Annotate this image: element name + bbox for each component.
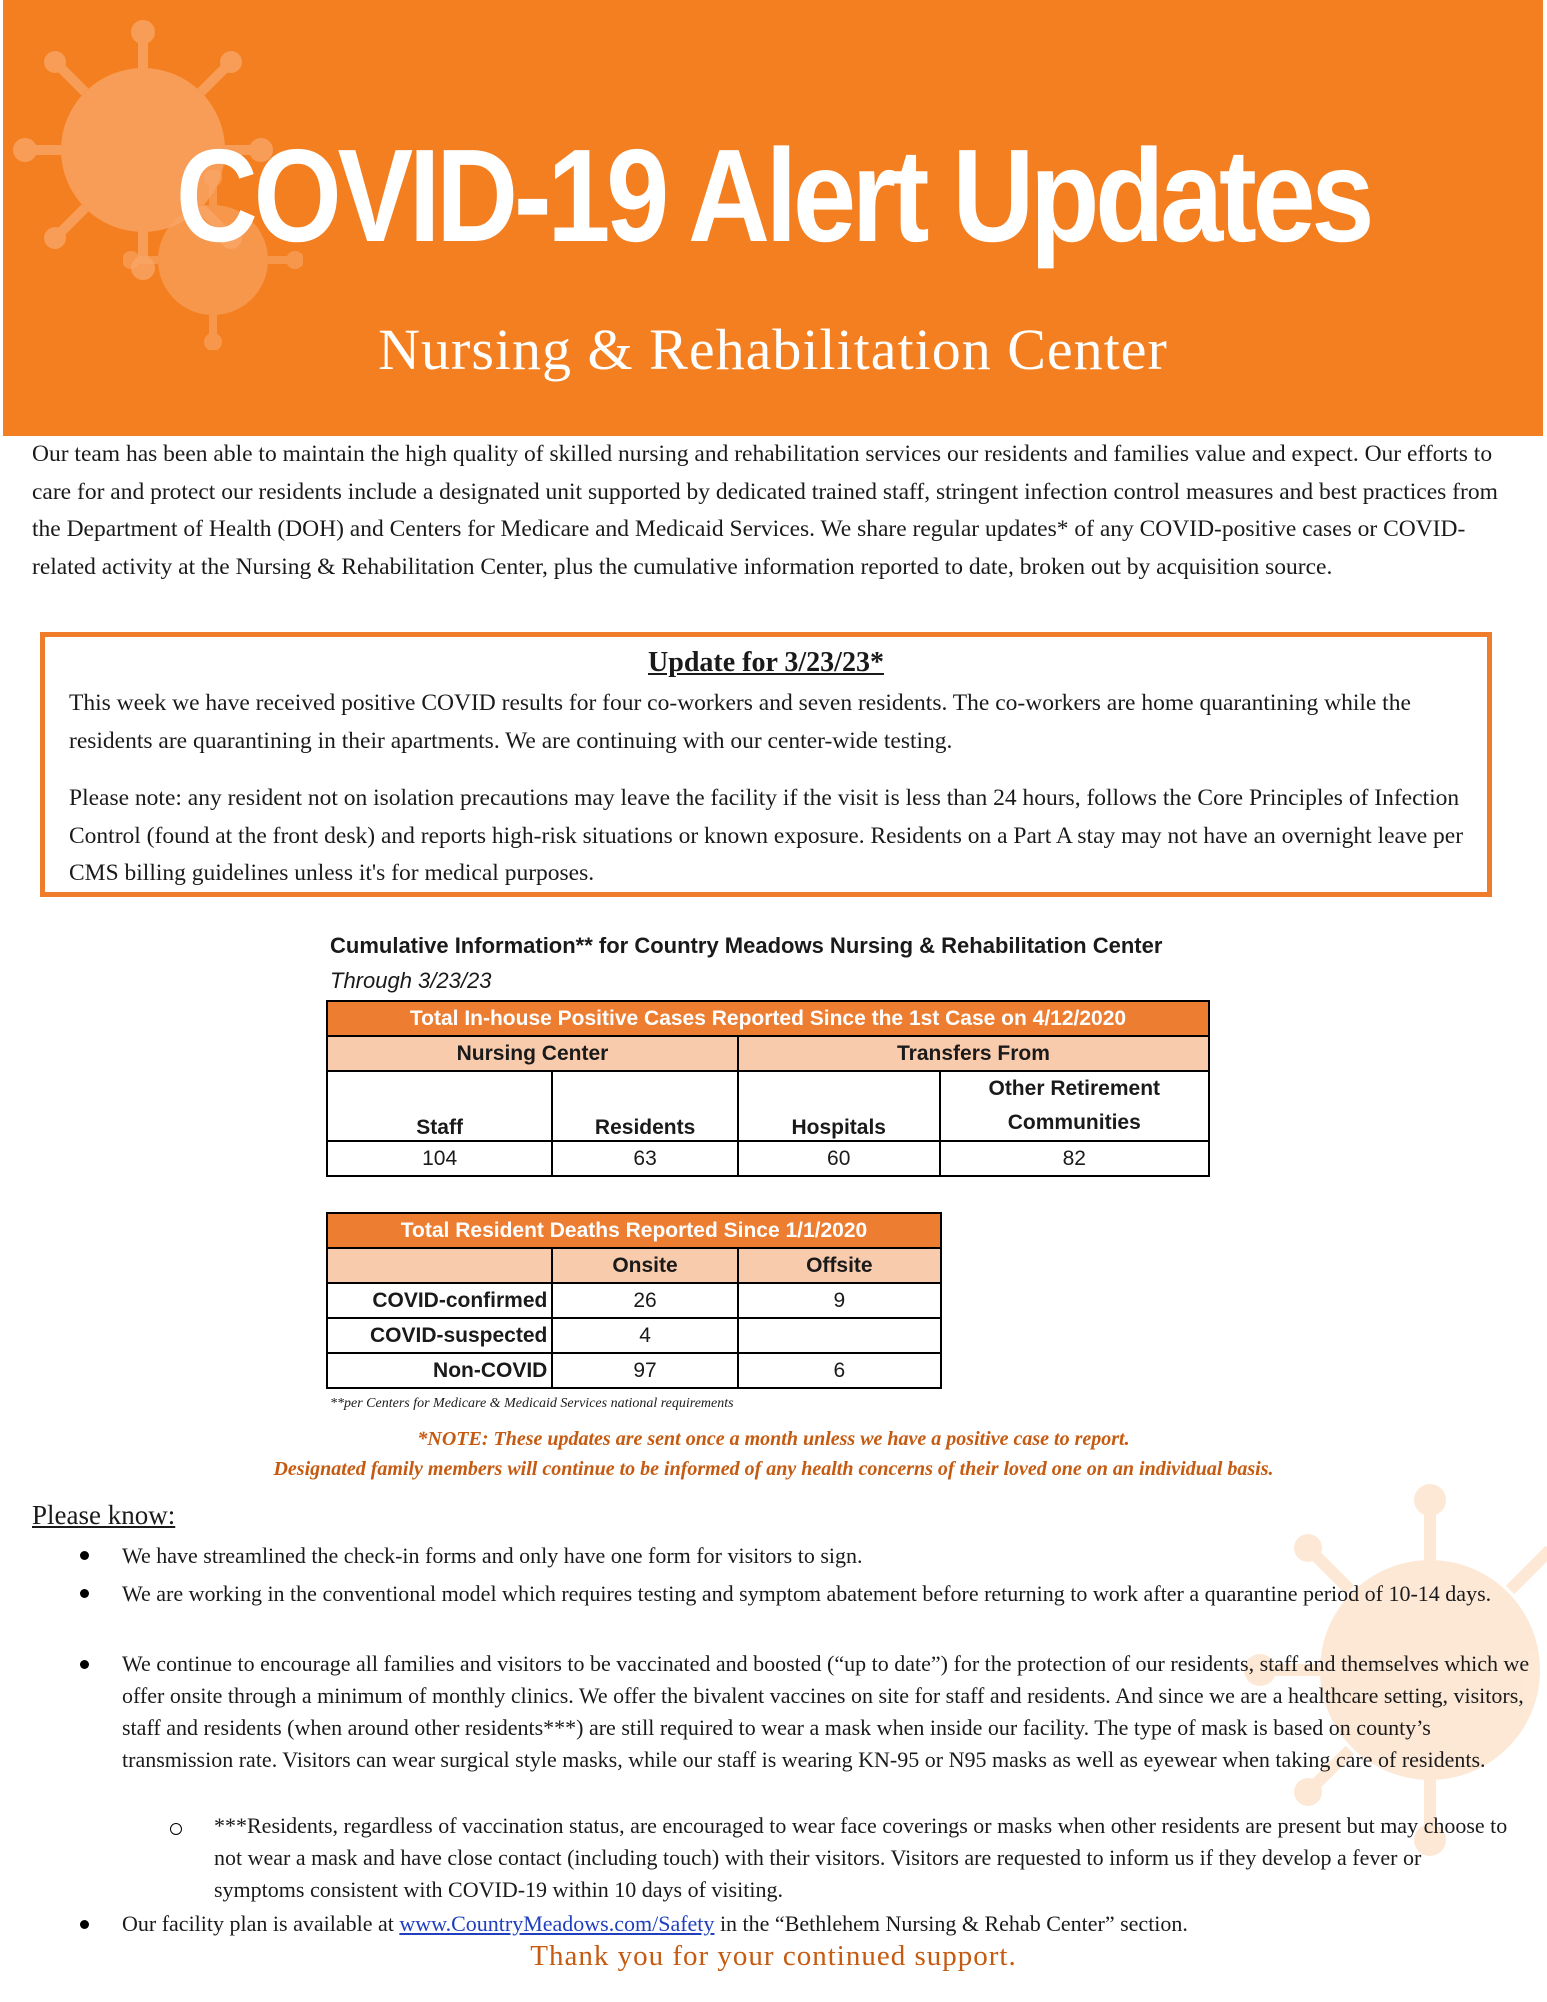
update-frequency-note: *NOTE: These updates are sent once a month unless we have a positive case to report. [417, 1428, 1130, 1450]
update-paragraph: This week we have received positive COVID results for four co-workers and seven residents. The co-workers are home quarantining while the residents are quarantining in their apartments. We are continuing with our center-wide testing. [69, 690, 1411, 754]
column-header: Staff [327, 1071, 552, 1141]
group-header: Transfers From [738, 1036, 1209, 1071]
bullet-icon [80, 1551, 89, 1560]
bullet-icon [80, 1660, 89, 1669]
row-label: COVID-suspected [327, 1318, 552, 1353]
update-note-paragraph: Please note: any resident not on isolation precautions may leave the facility if the visit is less than 24 hours, follows the Core Principles of Infection Control (found at the front desk) and reports high-risk situations or known exposure. Residents on a Part A stay may not have an overnight leave per CMS billing guidelines unless it's for medical purposes. [69, 785, 1464, 886]
column-header: Hospitals [738, 1071, 940, 1141]
resident-deaths-table [326, 1212, 942, 1389]
table-cell: 82 [940, 1141, 1209, 1176]
facility-plan-text-end: in the “Bethlehem Nursing & Rehab Center” section. [714, 1911, 1188, 1936]
cumulative-title: Cumulative Information** for Country Meadows Nursing & Rehabilitation Center [330, 933, 1163, 958]
intro-paragraph: Our team has been able to maintain the high quality of skilled nursing and rehabilitation services our residents and families value and expect. Our efforts to care for and protect our residents include a designated unit supported by dedicated trained staff, stringent infection control measures and best practices from the Department of Health (DOH) and Centers for Medicare and Medicaid Services. We share regular updates* of any COVID-positive cases or COVID-related activity at the Nursing & Rehabilitation Center, plus the cumulative information reported to date, broken out by acquisition source. [32, 441, 1498, 580]
thank-you-message: Thank you for your continued support. [530, 1940, 1017, 1972]
safety-link[interactable]: www.CountryMeadows.com/Safety [399, 1911, 715, 1936]
update-box [40, 632, 1492, 897]
header-banner [3, 0, 1543, 436]
family-note: Designated family members will continue to be informed of any health concerns of their loved one on an individual basis. [273, 1458, 1274, 1480]
group-header: Nursing Center [327, 1036, 738, 1071]
table-cell: 63 [552, 1141, 738, 1176]
table-title: Total In-house Positive Cases Reported Since the 1st Case on 4/12/2020 [327, 1001, 1209, 1036]
facility-plan-text: Our facility plan is available at [122, 1911, 400, 1936]
table-cell: 26 [552, 1283, 737, 1318]
list-item: We have streamlined the check-in forms and only have one form for visitors to sign. [122, 1543, 863, 1568]
column-header: Other Retirement Communities [940, 1071, 1209, 1141]
table-row [327, 1353, 941, 1388]
please-know-heading: Please know: [32, 1500, 176, 1530]
column-header: Residents [552, 1071, 738, 1141]
list-item: We are working in the conventional model which requires testing and symptom abatement before returning to work after a quarantine period of 10-14 days. [122, 1581, 1492, 1606]
row-label: Non-COVID [327, 1353, 552, 1388]
update-title: Update for 3/23/23* [648, 647, 884, 678]
page-title: COVID-19 Alert Updates [175, 122, 1371, 269]
bullet-icon [80, 1920, 89, 1929]
row-label: COVID-confirmed [327, 1283, 552, 1318]
sub-list-item: ***Residents, regardless of vaccination status, are encouraged to wear face coverings or masks when other residents are present but may choose to not wear a mask and have close contact (including touch) with their visitors. Visitors are requested to inform us if they develop a fever or symptoms consistent with COVID-19 within 10 days of visiting. [214, 1813, 1508, 1902]
table-cell: 6 [738, 1353, 941, 1388]
column-header: Offsite [738, 1248, 941, 1283]
cumulative-through: Through 3/23/23 [330, 968, 492, 993]
table-row [327, 1318, 941, 1353]
table-cell: 4 [552, 1318, 737, 1353]
table-cell: 104 [327, 1141, 552, 1176]
table-cell: 9 [738, 1283, 941, 1318]
list-item [122, 1908, 1522, 1940]
table-title: Total Resident Deaths Reported Since 1/1/2020 [327, 1213, 941, 1248]
sub-bullet-icon [170, 1823, 182, 1835]
positive-cases-table [326, 1000, 1210, 1177]
table-cell [738, 1318, 941, 1353]
table-cell: 60 [738, 1141, 940, 1176]
column-header: Onsite [552, 1248, 737, 1283]
bullet-icon [80, 1589, 89, 1598]
list-item: We continue to encourage all families and visitors to be vaccinated and boosted (“up to date”) for the protection of our residents, staff and themselves which we offer onsite through a minimum of monthly clinics. We offer the bivalent vaccines on site for staff and residents. And since we are a healthcare setting, visitors, staff and residents (when around other residents***) are still required to wear a mask when inside our facility. The type of mask is based on county’s transmission rate. Visitors can wear surgical style masks, while our staff is wearing KN-95 or N95 masks as well as eyewear when taking care of residents. [122, 1651, 1530, 1772]
column-header [327, 1248, 552, 1283]
footnote: **per Centers for Medicare & Medicaid Services national requirements [330, 1396, 734, 1411]
table-cell: 97 [552, 1353, 737, 1388]
table-row [327, 1283, 941, 1318]
page-subtitle: Nursing & Rehabilitation Center [378, 317, 1168, 382]
